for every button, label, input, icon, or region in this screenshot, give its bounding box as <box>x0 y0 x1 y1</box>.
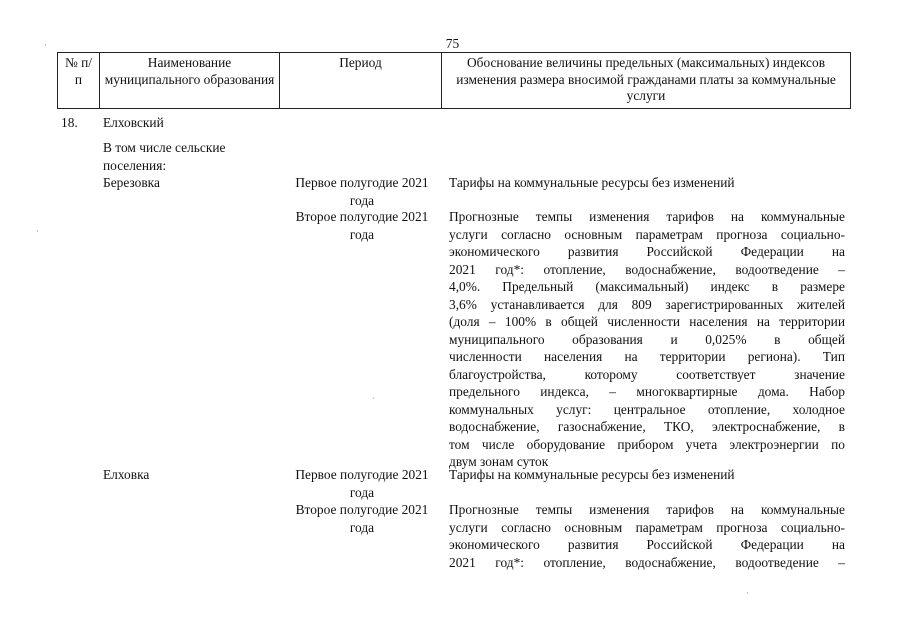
period-first-half: Первое полугодие 2021 года <box>295 175 429 208</box>
basis-text: Тарифы на коммунальные ресурсы без изменений <box>449 467 735 482</box>
header-col-basis: Обоснование величины предельных (максимальных) индексов изменения размера вносимой гражданами платы за коммунальные услуги <box>442 53 851 109</box>
basis-line: 2021 год*: отопление, водоснабжение, водоотведение – <box>449 261 845 277</box>
basis-text: Тарифы на коммунальные ресурсы без изменений <box>449 175 735 190</box>
basis-line: том числе оборудование прибором учета электроэнергии по <box>449 436 845 452</box>
header-col-number: № п/п <box>58 53 100 109</box>
basis-line: услуги согласно основным параметрам прогноза социально- <box>449 519 845 535</box>
basis-line: 2021 год*: отопление, водоснабжение, водоотведение – <box>449 554 845 570</box>
scan-speck: · <box>746 588 749 598</box>
basis-line: услуги согласно основным параметрам прогноза социально- <box>449 226 845 242</box>
basis-line: 3,6% устанавливается для 809 зарегистрированных жителей <box>449 296 845 312</box>
settlements-subheading: В том числе сельские поселения: <box>103 140 226 173</box>
basis-line: муниципального образования и 0,025% в общей <box>449 331 845 347</box>
basis-line: (доля – 100% в общей численности населения на территории <box>449 314 845 329</box>
basis-line: экономического развития Российской Федерации на <box>449 537 845 552</box>
basis-line: 4,0%. Предельный (максимальный) индекс в размере <box>449 279 845 294</box>
settlement-name: Березовка <box>103 175 160 190</box>
row-number: 18. <box>61 115 78 130</box>
basis-line: Прогнозные темпы изменения тарифов на коммунальные <box>449 502 845 517</box>
period-first-half: Первое полугодие 2021 года <box>295 467 429 500</box>
page-number: 75 <box>445 36 460 51</box>
basis-line: водоснабжение, газоснабжение, ТКО, электроснабжение, в <box>449 419 845 434</box>
basis-line: коммунальных услуг: центральное отопление, холодное <box>449 401 845 417</box>
header-col-name: Наименование муниципального образования <box>100 53 280 109</box>
scan-speck: · <box>44 40 47 50</box>
basis-line: благоустройства, которому соответствует значение <box>449 366 845 382</box>
basis-line: экономического развития Российской Федерации на <box>449 244 845 259</box>
basis-line: двум зонам суток <box>449 454 549 469</box>
basis-line: численности населения на территории региона). Тип <box>449 349 845 364</box>
period-second-half: Второе полугодие 2021 года <box>295 209 429 242</box>
table-header <box>57 52 851 109</box>
settlement-name: Елховка <box>103 467 150 482</box>
period-second-half: Второе полугодие 2021 года <box>295 502 429 535</box>
header-col-period: Период <box>280 53 442 109</box>
basis-paragraph <box>449 208 845 471</box>
scan-speck: · <box>36 226 39 236</box>
basis-paragraph <box>449 501 845 571</box>
scan-speck: ˋ <box>372 396 375 406</box>
basis-line: предельного индекса, – многоквартирные дома. Набор <box>449 384 845 399</box>
basis-line: Прогнозные темпы изменения тарифов на коммунальные <box>449 209 845 224</box>
district-name: Елховский <box>103 115 164 130</box>
